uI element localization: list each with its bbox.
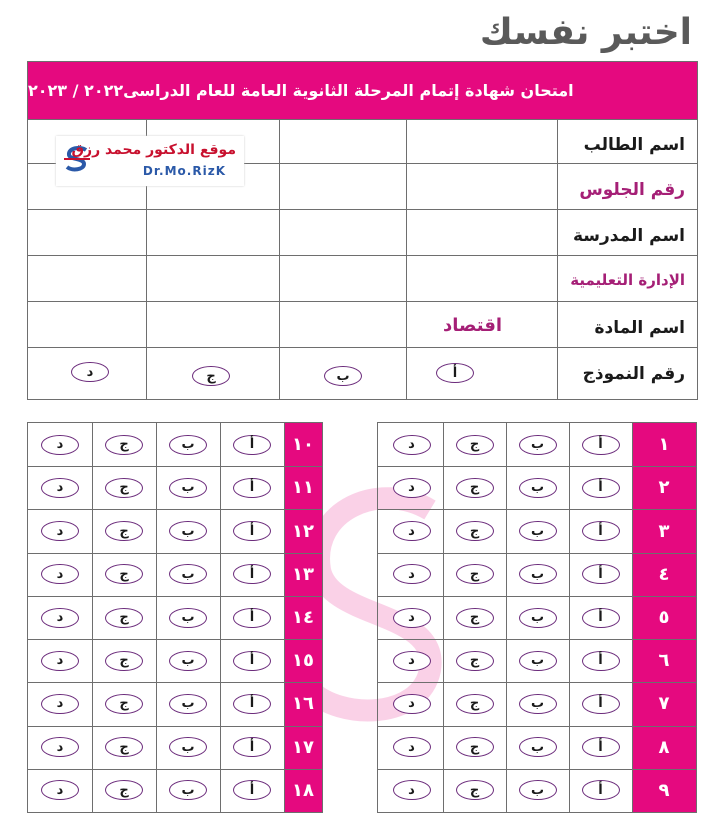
answer-option-c[interactable]: ج [105,651,143,671]
answer-option-c[interactable]: ج [456,521,494,541]
answer-option-b[interactable]: ب [169,564,207,584]
answer-option-a[interactable]: أ [233,780,271,800]
label-model-number: رقم النموذج [582,364,685,384]
answer-option-a[interactable]: أ [233,651,271,671]
question-number: ٢ [632,466,696,509]
answer-option-c[interactable]: ج [105,694,143,714]
answer-option-c[interactable]: ج [105,478,143,498]
answer-option-a[interactable]: أ [233,564,271,584]
label-student-name: اسم الطالب [583,135,685,155]
answer-option-a[interactable]: أ [233,737,271,757]
answer-option-b[interactable]: ب [169,737,207,757]
answer-option-b[interactable]: ب [519,521,557,541]
answer-option-b[interactable]: ب [519,435,557,455]
answer-option-b[interactable]: ب [519,564,557,584]
exam-banner: امتحان شهادة إتمام المرحلة الثانوية العامة للعام الدراسى٢٠٢٢ / ٢٠٢٣ [28,62,697,119]
answer-option-c[interactable]: ج [456,478,494,498]
logo-subtext: Dr.Mo.RizK [142,164,226,178]
answer-option-b[interactable]: ب [169,478,207,498]
answer-option-a[interactable]: أ [233,608,271,628]
question-number: ١٥ [284,639,322,682]
page-title: اختبر نفسك [479,12,692,53]
answer-option-d[interactable]: د [393,651,431,671]
answer-option-b[interactable]: ب [519,694,557,714]
answer-option-c[interactable]: ج [456,435,494,455]
answer-option-b[interactable]: ب [519,737,557,757]
answer-option-d[interactable]: د [41,780,79,800]
answer-option-a[interactable]: أ [233,435,271,455]
answer-option-a[interactable]: أ [582,478,620,498]
site-logo [56,136,244,186]
answer-option-b[interactable]: ب [169,694,207,714]
label-education-admin: الإدارة التعليمية [570,271,685,289]
answer-option-d[interactable]: د [41,651,79,671]
answer-option-a[interactable]: أ [233,694,271,714]
answer-option-c[interactable]: ج [456,780,494,800]
answer-option-d[interactable]: د [393,435,431,455]
answer-table-10-18 [27,422,323,813]
subject-value: اقتصاد [443,315,503,336]
label-seat-number: رقم الجلوس [579,180,685,200]
answer-option-d[interactable]: د [393,608,431,628]
answer-option-a[interactable]: أ [582,564,620,584]
question-number: ٦ [632,639,696,682]
question-number: ١٤ [284,596,322,639]
answer-option-a[interactable]: أ [582,780,620,800]
answer-option-a[interactable]: أ [582,694,620,714]
answer-option-c[interactable]: ج [105,737,143,757]
answer-option-a[interactable]: أ [233,521,271,541]
logo-text: موقع الدكتور محمد رزق [71,142,236,158]
answer-option-b[interactable]: ب [169,608,207,628]
question-number: ١٨ [284,769,322,812]
question-number: ٨ [632,726,696,769]
answer-option-d[interactable]: د [393,694,431,714]
answer-option-d[interactable]: د [393,521,431,541]
answer-option-b[interactable]: ب [169,651,207,671]
label-school-name: اسم المدرسة [572,226,685,246]
question-number: ٣ [632,509,696,552]
answer-option-c[interactable]: ج [105,564,143,584]
model-option-c[interactable]: ج [192,366,230,386]
model-option-a[interactable]: أ [436,363,474,383]
answer-option-a[interactable]: أ [233,478,271,498]
question-number: ١٢ [284,509,322,552]
answer-table-1-9 [377,422,697,813]
answer-option-a[interactable]: أ [582,651,620,671]
answer-option-b[interactable]: ب [169,435,207,455]
question-number: ١ [632,423,696,466]
question-number: ١٦ [284,682,322,725]
answer-option-b[interactable]: ب [519,478,557,498]
answer-option-d[interactable]: د [393,737,431,757]
answer-option-c[interactable]: ج [456,564,494,584]
question-number: ١٠ [284,423,322,466]
question-number: ٩ [632,769,696,812]
answer-option-d[interactable]: د [393,780,431,800]
model-option-b[interactable]: ب [324,366,362,386]
answer-option-a[interactable]: أ [582,435,620,455]
answer-option-d[interactable]: د [393,564,431,584]
answer-option-d[interactable]: د [41,564,79,584]
answer-option-b[interactable]: ب [519,608,557,628]
answer-option-c[interactable]: ج [456,608,494,628]
answer-option-a[interactable]: أ [582,521,620,541]
answer-option-d[interactable]: د [393,478,431,498]
answer-option-b[interactable]: ب [169,521,207,541]
answer-option-d[interactable]: د [41,737,79,757]
answer-option-c[interactable]: ج [456,651,494,671]
answer-option-c[interactable]: ج [105,521,143,541]
answer-option-c[interactable]: ج [105,608,143,628]
answer-option-d[interactable]: د [41,694,79,714]
model-option-d[interactable]: د [71,362,109,382]
question-number: ١٣ [284,553,322,596]
question-number: ٧ [632,682,696,725]
answer-option-b[interactable]: ب [519,780,557,800]
answer-option-d[interactable]: د [41,435,79,455]
answer-option-c[interactable]: ج [456,737,494,757]
answer-option-a[interactable]: أ [582,608,620,628]
answer-option-d[interactable]: د [41,521,79,541]
label-subject-name: اسم المادة [594,318,685,338]
question-number: ١١ [284,466,322,509]
answer-option-b[interactable]: ب [519,651,557,671]
answer-option-d[interactable]: د [41,478,79,498]
answer-option-d[interactable]: د [41,608,79,628]
answer-option-a[interactable]: أ [582,737,620,757]
question-number: ٤ [632,553,696,596]
answer-option-c[interactable]: ج [456,694,494,714]
question-number: ٥ [632,596,696,639]
question-number: ١٧ [284,726,322,769]
student-info-sheet [27,61,698,400]
answer-option-c[interactable]: ج [105,780,143,800]
answer-option-b[interactable]: ب [169,780,207,800]
answer-option-c[interactable]: ج [105,435,143,455]
